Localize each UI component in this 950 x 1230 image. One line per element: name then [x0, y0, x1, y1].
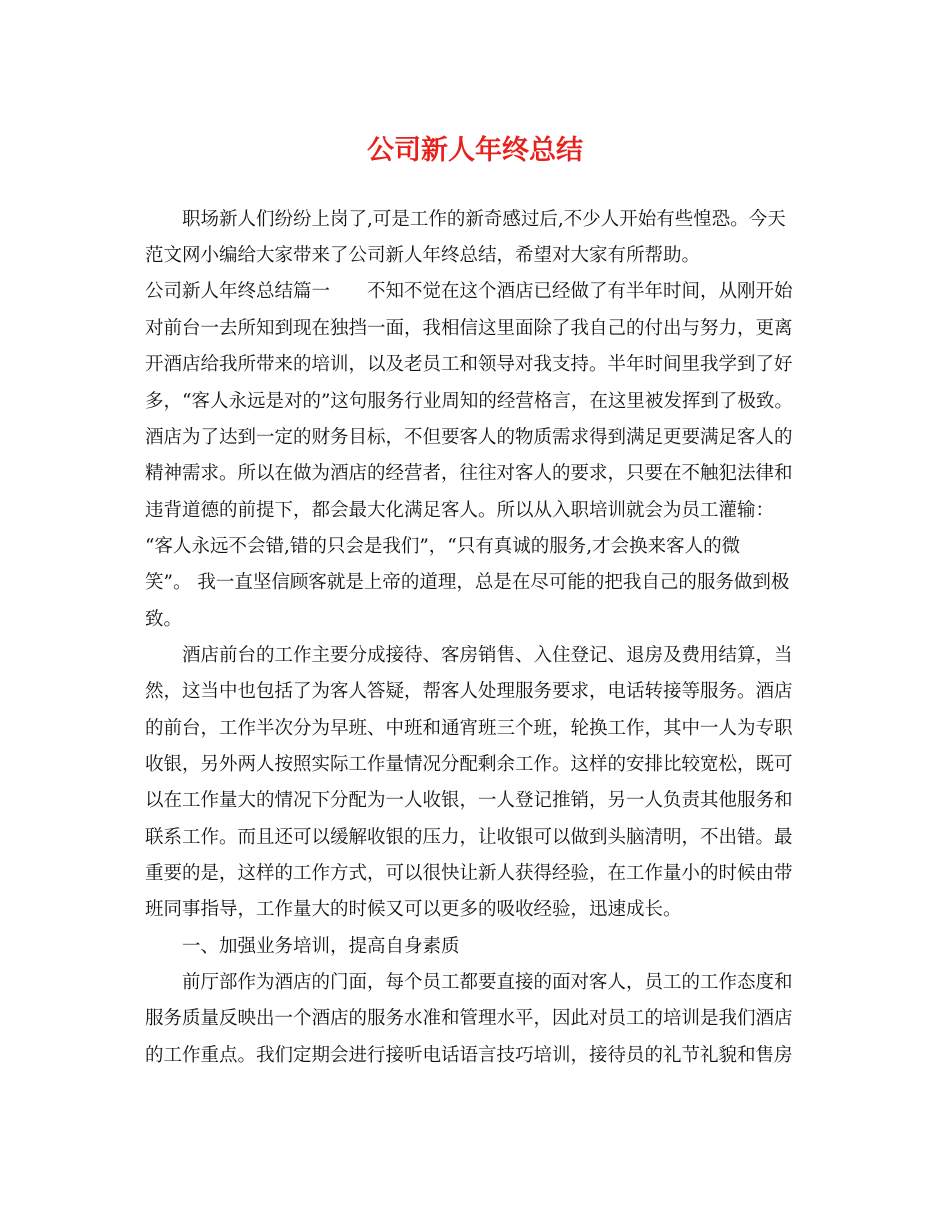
text-line: 对前台一去所知到现在独挡一面，我相信这里面除了我自己的付出与努力，更离 [145, 318, 793, 339]
text-line: “客人永远不会错,错的只会是我们”，“只有真诚的服务,才会换来客人的微 [145, 536, 741, 557]
text-line: 的前台，工作半次分为早班、中班和通宵班三个班，轮换工作，其中一人为专职 [145, 718, 793, 739]
text-line: 酒店前台的工作主要分成接待、客房销售、入住登记、退房及费用结算，当 [182, 645, 793, 666]
section-heading: 一、加强业务培训，提高自身素质 [182, 936, 460, 957]
text-line: 开酒店给我所带来的培训，以及老员工和领导对我支持。半年时间里我学到了好 [145, 354, 793, 375]
text-line: 联系工作。而且还可以缓解收银的压力，让收银可以做到头脑清明，不出错。最 [145, 827, 793, 848]
text-line: 收银，另外两人按照实际工作量情况分配剩余工作。这样的安排比较宽松，既可 [145, 754, 793, 775]
text-line: 违背道德的前提下，都会最大化满足客人。所以从入职培训就会为员工灌输： [145, 500, 775, 521]
text-line: 的工作重点。我们定期会进行接听电话语言技巧培训，接待员的礼节礼貌和售房 [145, 1045, 793, 1066]
text-line: 公司新人年终总结篇一 不知不觉在这个酒店已经做了有半年时间，从刚开始 [145, 281, 793, 302]
text-line: 多，“客人永远是对的”这句服务行业周知的经营格言，在这里被发挥到了极致。 [145, 391, 793, 412]
text-line: 笑”。 我一直坚信顾客就是上帝的道理，总是在尽可能的把我自己的服务做到极 [145, 572, 790, 593]
text-line: 精神需求。所以在做为酒店的经营者，往往对客人的要求，只要在不触犯法律和 [145, 463, 793, 484]
text-line: 然，这当中也包括了为客人答疑，帮客人处理服务要求，电话转接等服务。酒店 [145, 681, 793, 702]
text-line: 范文网小编给大家带来了公司新人年终总结，希望对大家有所帮助。 [145, 245, 701, 266]
text-line: 班同事指导，工作量大的时候又可以更多的吸收经验，迅速成长。 [145, 899, 682, 920]
text-line: 以在工作量大的情况下分配为一人收银，一人登记推销，另一人负责其他服务和 [145, 790, 793, 811]
text-line: 职场新人们纷纷上岗了,可是工作的新奇感过后,不少人开始有些惶恐。今天 [182, 209, 786, 230]
document-title: 公司新人年终总结 [367, 135, 583, 166]
text-line: 致。 [145, 609, 183, 630]
text-line: 重要的是，这样的工作方式，可以很快让新人获得经验，在工作量小的时候由带 [145, 863, 793, 884]
text-line: 服务质量反映出一个酒店的服务水准和管理水平，因此对员工的培训是我们酒店 [145, 1008, 793, 1029]
text-line: 前厅部作为酒店的门面，每个员工都要直接的面对客人，员工的工作态度和 [182, 972, 793, 993]
text-line: 酒店为了达到一定的财务目标，不但要客人的物质需求得到满足更要满足客人的 [145, 427, 793, 448]
